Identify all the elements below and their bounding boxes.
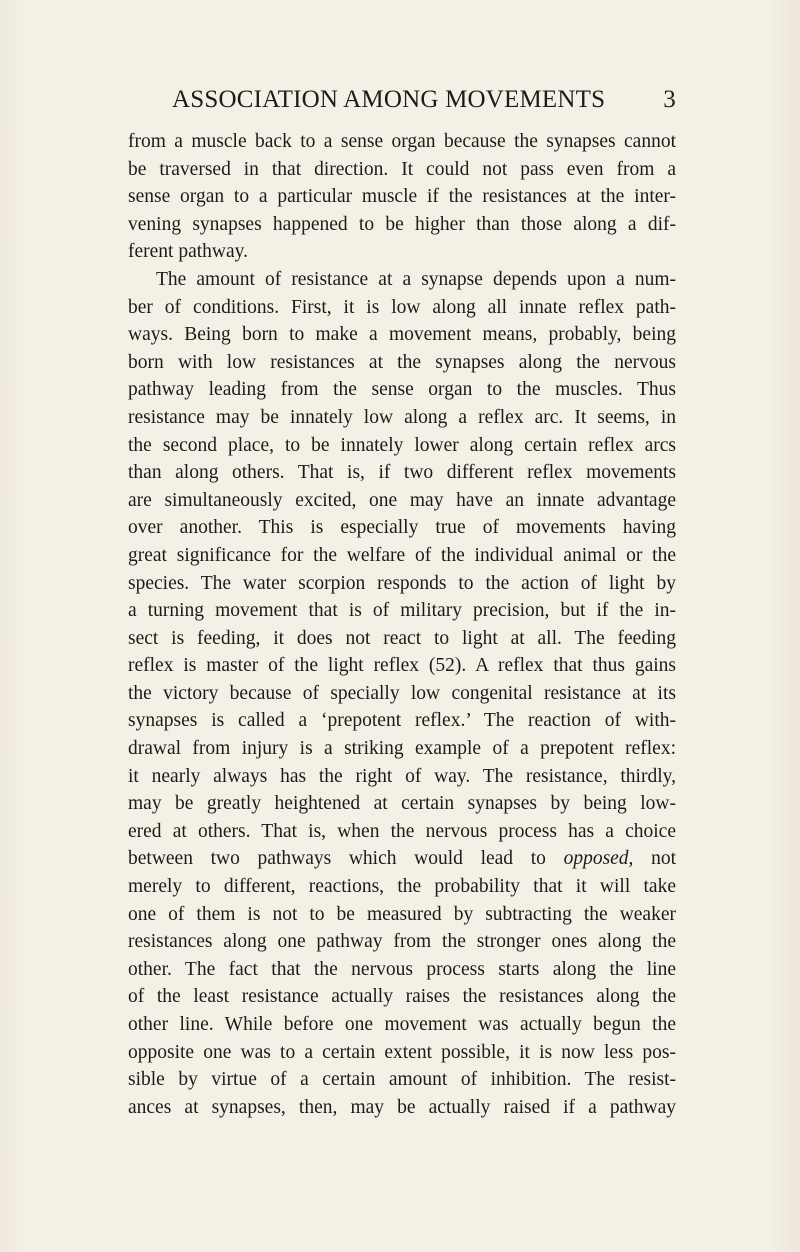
text-line: of the least resistance actually raises the resistances along the [128, 986, 676, 1008]
text-segment: not [651, 848, 677, 870]
text-line: are simultaneously excited, one may have an innate advantage [128, 489, 676, 511]
text-line: than along others. That is, if two different reflex movements [128, 462, 676, 484]
text-line: resistances along one pathway from the stronger ones along the [128, 931, 676, 953]
text-line: great significance for the welfare of the individual animal or the [128, 544, 676, 566]
text-line: merely to different, reactions, the probability that it will take [128, 876, 676, 898]
text-segment: between two pathways which would lead to [128, 848, 546, 870]
text-line: ered at others. That is, when the nervous process has a choice [128, 820, 676, 842]
text-line: ferent pathway. [128, 241, 249, 263]
page-number: 3 [663, 86, 676, 113]
text-line: other line. While before one movement was actually begun the [128, 1014, 676, 1035]
text-line: over another. This is especially true of movements having [128, 517, 676, 539]
body-text [128, 128, 676, 1121]
text-line: a turning movement that is of military precision, but if the in- [128, 600, 676, 622]
text-line: species. The water scorpion responds to the action of light by [128, 572, 676, 594]
text-line: one of them is not to be measured by subtracting the weaker [128, 903, 676, 925]
text-line: drawal from injury is a striking example of a prepotent reflex: [128, 738, 676, 760]
text-line: may be greatly heightened at certain synapses by being low- [128, 793, 676, 815]
italic-word: opposed, [563, 848, 634, 870]
text-line: opposite one was to a certain extent possible, it is now less pos- [128, 1041, 676, 1063]
running-title: ASSOCIATION AMONG MOVEMENTS [172, 86, 606, 113]
text-line: sense organ to a particular muscle if the resistances at the inter- [128, 186, 676, 208]
text-line: reflex is master of the light reflex (52). A reflex that thus gains [128, 655, 676, 677]
text-line: it nearly always has the right of way. The resistance, thirdly, [128, 765, 676, 787]
text-line: sible by virtue of a certain amount of inhibition. The resist- [128, 1069, 676, 1091]
text-line: the victory because of specially low congenital resistance at its [128, 682, 676, 704]
text-line: born with low resistances at the synapses along the nervous [128, 351, 676, 373]
text-line: ways. Being born to make a movement means, probably, being [128, 324, 676, 346]
text-line: ber of conditions. First, it is low along all innate reflex path- [128, 296, 676, 318]
text-line: The amount of resistance at a synapse depends upon a num- [156, 268, 676, 290]
text-line: the second place, to be innately lower along certain reflex arcs [128, 434, 676, 456]
text-line: be traversed in that direction. It could not pass even from a [128, 158, 676, 180]
text-line: synapses is called a ‘prepotent reflex.’ The reaction of with- [128, 710, 676, 732]
text-line: resistance may be innately low along a reflex arc. It seems, in [128, 406, 676, 428]
text-line: ances at synapses, then, may be actually raised if a pathway [128, 1096, 676, 1118]
text-line: pathway leading from the sense organ to the muscles. Thus [128, 379, 676, 401]
text-line: from a muscle back to a sense organ because the synapses cannot [128, 131, 676, 152]
text-line: other. The fact that the nervous process starts along the line [128, 958, 676, 980]
text-line: sect is feeding, it does not react to light at all. The feeding [128, 627, 676, 649]
text-line-with-italic [128, 845, 676, 873]
text-line: vening synapses happened to be higher than those along a dif- [128, 213, 676, 235]
running-head [128, 86, 676, 116]
